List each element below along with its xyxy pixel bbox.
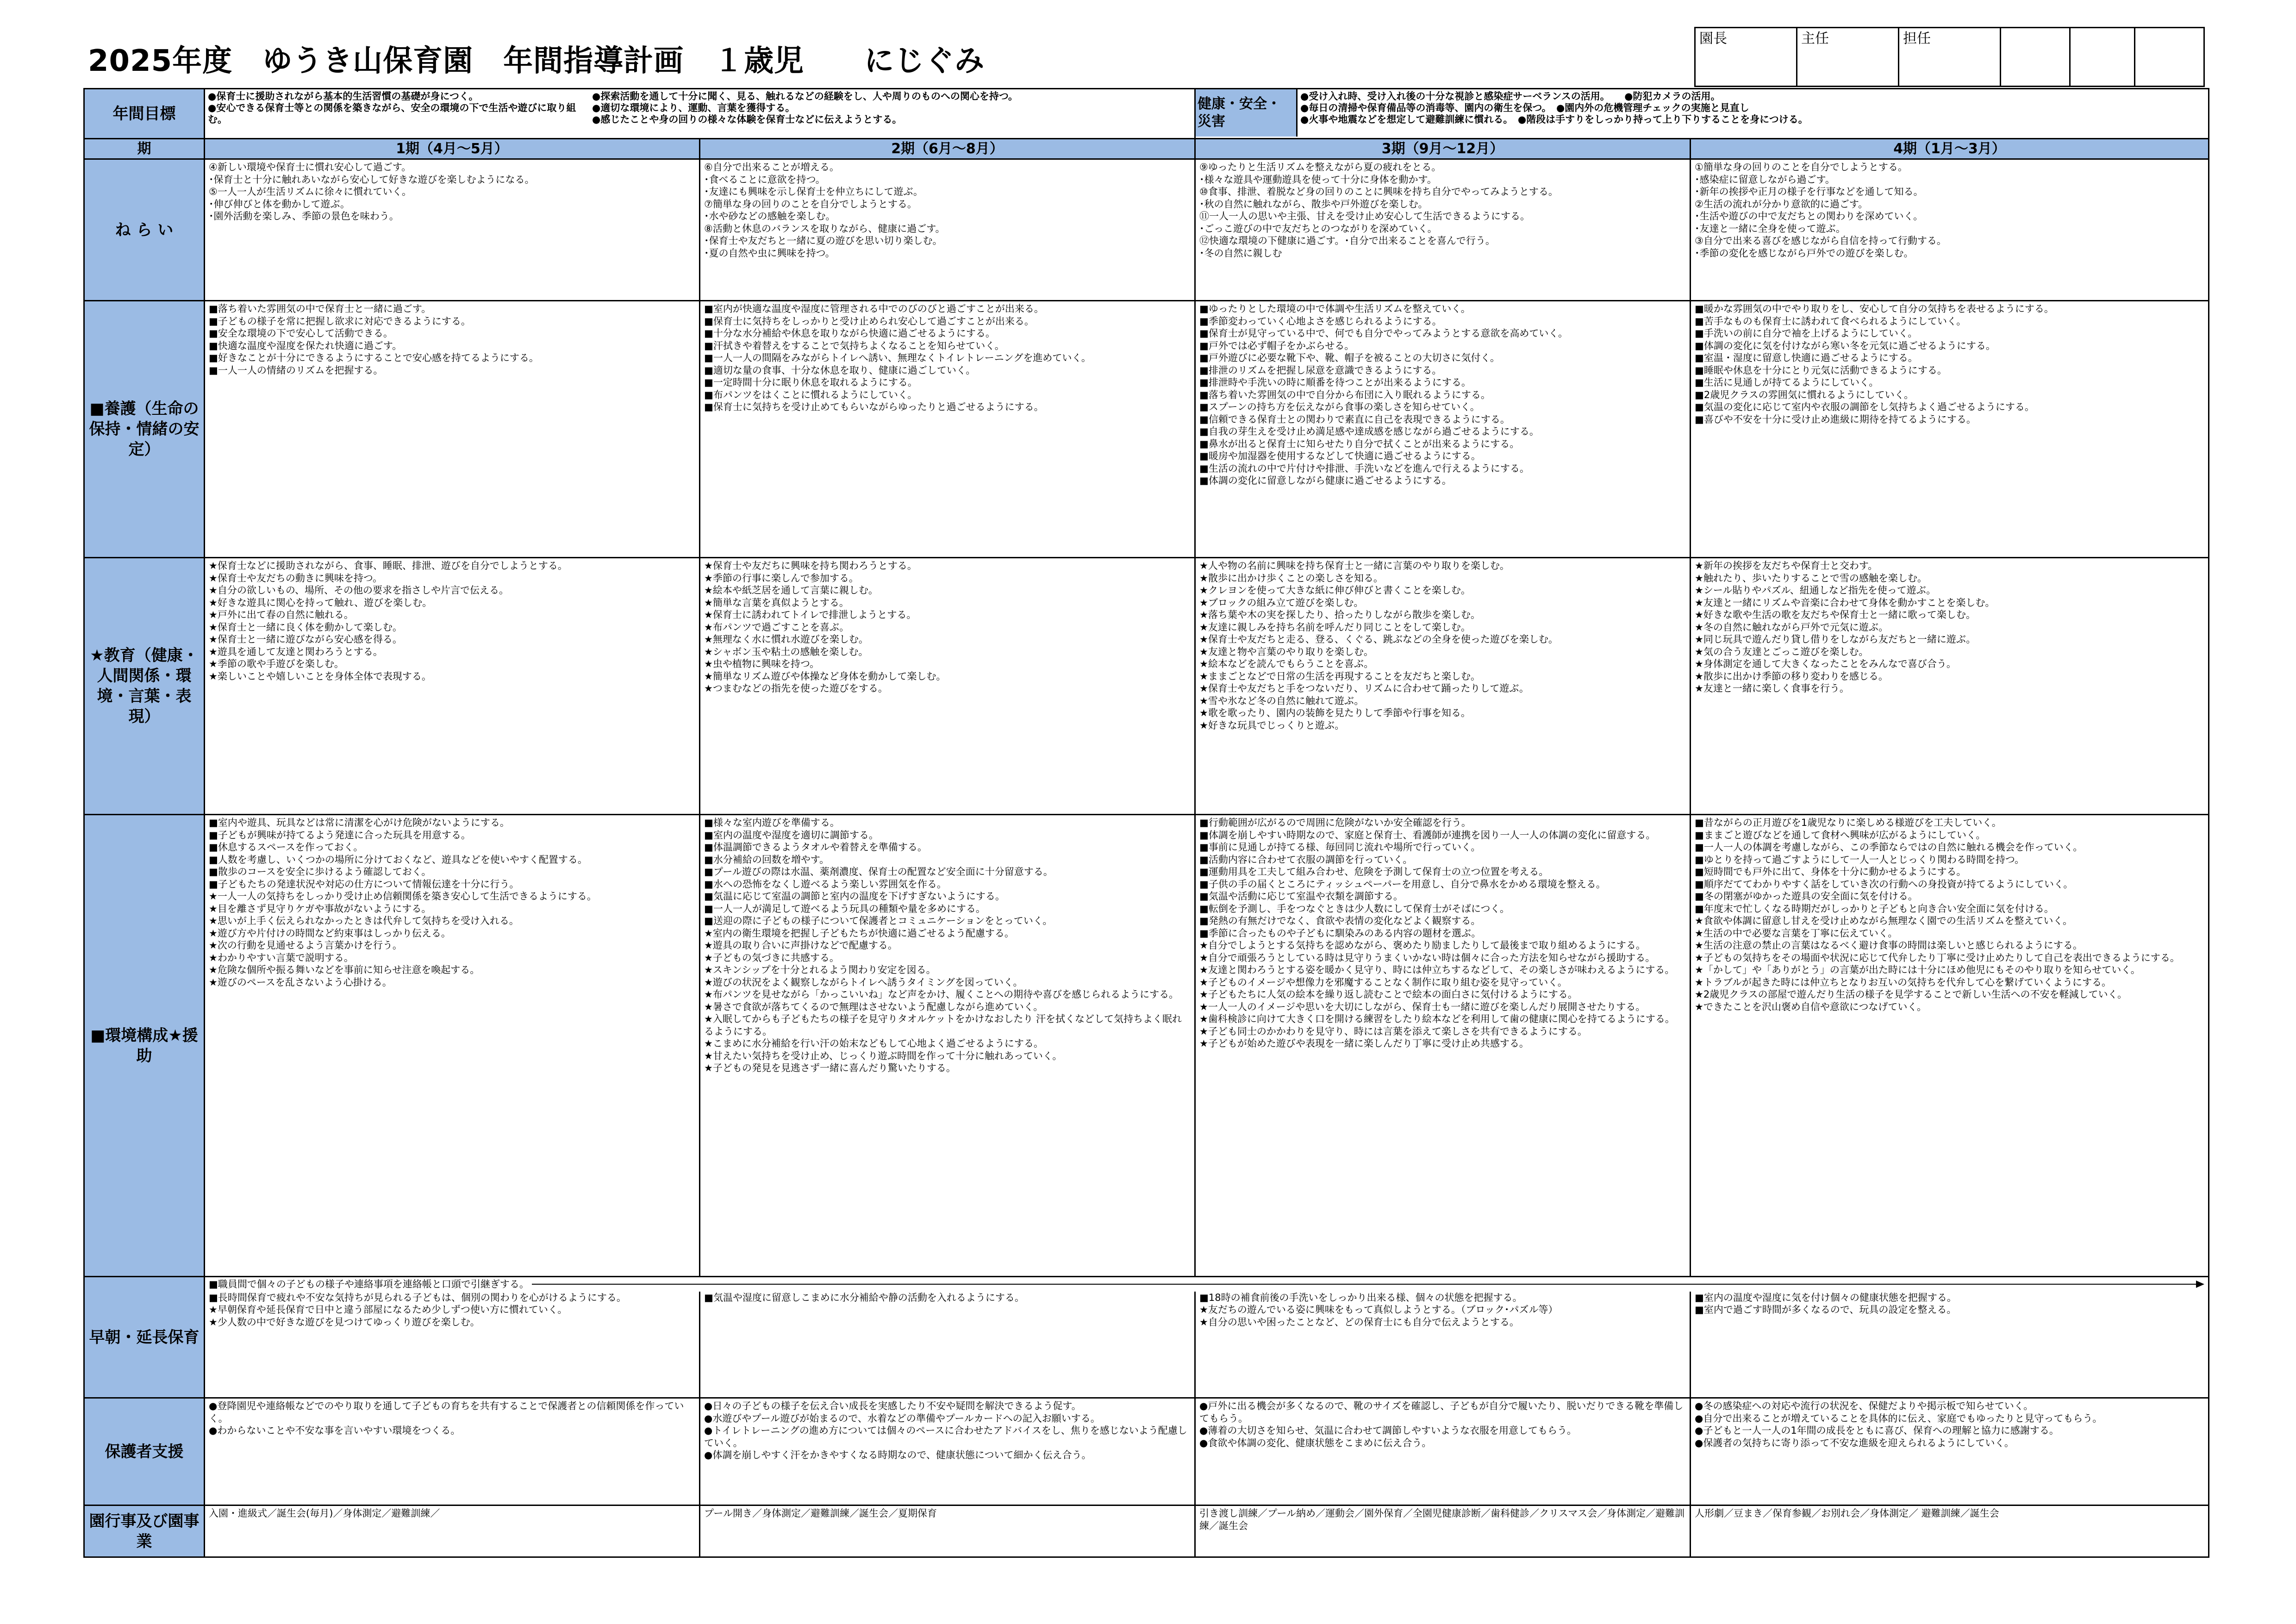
plan-item: ●登降園児や連絡帳などでのやり取りを通して子どもの育ちを共有することで保護者との信頼関係を作っていく。 bbox=[209, 1400, 684, 1424]
plan-item: ■生活の流れの中で片付けや排泄、手洗いなどを進んで行えるようにする。 bbox=[1199, 462, 1529, 474]
plan-item: ■プール遊びの際は水温、薬剤濃度、保育士の配置など安全面に十分留意する。 bbox=[704, 866, 1053, 877]
plan-item: ■一定時間十分に眠り休息を取れるようにする。 bbox=[704, 377, 917, 388]
plan-item: ■苦手なものも保育士に誘われて食べられるようにしていく。 bbox=[1695, 315, 1966, 327]
plan-item: ★雪や氷など冬の自然に触れて遊ぶ。 bbox=[1199, 695, 1364, 706]
plan-item: ★クレヨンを使って大きな紙に伸び伸びと書くことを楽しむ。 bbox=[1199, 585, 1471, 596]
plan-item: ★子どもの発見を見逃さず一緒に喜んだり驚いたりする。 bbox=[704, 1062, 956, 1074]
approval-stamp-box bbox=[1694, 27, 2205, 87]
plan-item: ■戸外遊びに必要な靴下や、靴、帽子を被ることの大切さに気付く。 bbox=[1199, 352, 1500, 363]
plan-item: ･秋の自然に触れながら、散歩や戸外遊びを楽しむ。 bbox=[1199, 198, 1428, 210]
environment-period-1 bbox=[205, 815, 700, 1277]
plan-item: ■長時間保育で疲れや不安な気持ちが見られる子どもは、個別の関わりを心がけるようにする。 bbox=[209, 1292, 626, 1303]
plan-item: ●冬の感染症への対応や流行の状況を、保健だよりや掲示板で知らせていく。 bbox=[1695, 1400, 2034, 1412]
stamp-cell-teacher: 担任 bbox=[1899, 28, 2001, 87]
plan-item: ★触れたり、歩いたりすることで雪の感触を楽しむ。 bbox=[1695, 572, 1927, 584]
plan-item: ■様々な室内遊びを準備する。 bbox=[704, 817, 840, 828]
plan-item: ★布パンツを見せながら「かっこいいね」など声をかけ、履くことへの期待や喜びを感じられるようにする。 bbox=[704, 989, 1179, 1000]
plan-item: ①簡単な身の回りのことを自分でしようとする。 bbox=[1695, 162, 1908, 173]
plan-item: ★保育士や友だちと走る、登る、くぐる、跳ぶなどの全身を使った遊びを楽しむ。 bbox=[1199, 634, 1558, 645]
plan-item: ■昔ながらの正月遊びを1歳児なりに楽しめる様遊びを工夫していく。 bbox=[1695, 817, 2002, 828]
plan-item: ･友達と一緒に全身を使って遊ぶ。 bbox=[1695, 223, 1846, 234]
plan-item: ★子どもの気づきに共感する。 bbox=[704, 952, 839, 963]
plan-item: ･生活や遊びの中で友だちとの関わりを深めていく。 bbox=[1695, 211, 1923, 222]
plan-item: ■子どもの様子を常に把握し欲求に対応できるようにする。 bbox=[209, 315, 471, 327]
plan-item: ●薄着の大切さを知らせ、気温に合わせて調節しやすいような衣服を用意してもらう。 bbox=[1199, 1425, 1577, 1436]
plan-item: ･食べることに意欲を持つ。 bbox=[704, 174, 825, 185]
plan-item: ■鼻水が出ると保育士に知らせたり自分で拭くことが出来るようにする。 bbox=[1199, 438, 1520, 450]
plan-item: ■排泄のリズムを把握し尿意を意識できるようにする。 bbox=[1199, 364, 1442, 376]
plan-item: ⑫快適な環境の下健康に過ごす。･自分で出来ることを喜んで行う。 bbox=[1199, 235, 1495, 246]
plan-item: ■好きなことが十分にできるようにすることで安心感を持てるようにする。 bbox=[209, 352, 539, 363]
plan-item: ●食欲や体調の変化、健康状態をこまめに伝え合う。 bbox=[1199, 1437, 1432, 1449]
plan-item: ●適切な環境により、運動、言葉を獲得する。 bbox=[592, 102, 795, 113]
plan-item: ★ブロックの組み立て遊びを楽しむ。 bbox=[1199, 597, 1364, 608]
plan-item: ★楽しいことや嬉しいことを身体全体で表現する。 bbox=[209, 670, 431, 682]
plan-item: ■気温や湿度に留意しこまめに水分補給や静の活動を入れるようにする。 bbox=[704, 1292, 1024, 1303]
plan-item: ■体調の変化に気を付けながら寒い冬を元気に過ごせるようにする。 bbox=[1695, 340, 1996, 351]
parent-support-period-1 bbox=[205, 1398, 700, 1505]
aims-period-4 bbox=[1691, 159, 2209, 301]
plan-item: ●自分で出来ることが増えていることを具体的に伝え、家庭でもゆったりと見守ってもらう。 bbox=[1695, 1412, 2103, 1424]
plan-item: ■戸外では必ず帽子をかぶらせる。 bbox=[1199, 340, 1354, 351]
plan-item: ★人や物の名前に興味を持ち保育士と一緒に言葉のやり取りを楽しむ。 bbox=[1199, 560, 1510, 571]
plan-item: ★気の合う友達とごっこ遊びを楽しむ。 bbox=[1695, 646, 1869, 657]
plan-item: ★目を離さず見守りケガや事故がないようにする。 bbox=[209, 903, 431, 914]
plan-item: ★保育士と一緒に遊びながら安心感を得る。 bbox=[209, 634, 402, 645]
plan-item: ■適切な量の食事、十分な休息を取り、健康に過ごしていく。 bbox=[704, 364, 976, 376]
plan-item: ★戸外に出て春の自然に触れる。 bbox=[209, 609, 354, 620]
care-period-1 bbox=[205, 301, 700, 558]
plan-item: ★子どもが始めた遊びや表現を一緒に楽しんだり丁寧に受け止め共感する。 bbox=[1199, 1038, 1529, 1049]
plan-item: ●受け入れ時、受け入れ後の十分な視診と感染症サーベランスの活用。 ●防犯カメラの活用。 bbox=[1300, 91, 1721, 102]
plan-item: ★友達と物や言葉のやり取りを楽しむ。 bbox=[1199, 646, 1373, 657]
health-safety-section bbox=[1195, 89, 2209, 139]
stamp-cell-blank-2 bbox=[2070, 28, 2135, 87]
plan-item: ■季節変わっていく心地よさを感じられるようにする。 bbox=[1199, 315, 1442, 327]
plan-item: ★遊具を通して友達と関わろうとする。 bbox=[209, 646, 383, 657]
plan-item: ■落ち着いた雰囲気の中で保育士と一緒に過ごす。 bbox=[209, 303, 431, 314]
plan-item: ★季節の行事に楽しんで参加する。 bbox=[704, 572, 859, 584]
plan-item: ■信頼できる保育士との関わりで素直に自己を表現できるようにする。 bbox=[1199, 413, 1510, 425]
annual-goals-col2 bbox=[592, 91, 1192, 125]
plan-item: ■室内が快適な温度や湿度に管理される中でのびのびと過ごすことが出来る。 bbox=[704, 303, 1044, 314]
plan-item: ■手洗いの前に自分で袖を上げるようにしていく。 bbox=[1695, 328, 1918, 339]
plan-item: ★好きな遊具に関心を持って触れ、遊びを楽しむ。 bbox=[209, 597, 432, 608]
plan-item: ■室温・湿度に留意し快適に過ごせるようにする。 bbox=[1695, 352, 1918, 363]
plan-item: ★絵本などを読んでもらうことを喜ぶ。 bbox=[1199, 658, 1374, 669]
parent-support-period-4 bbox=[1691, 1398, 2209, 1505]
extended-care-row bbox=[84, 1277, 2209, 1398]
parent-support-period-2 bbox=[700, 1398, 1195, 1505]
care-period-3 bbox=[1195, 301, 1691, 558]
plan-item: ⑥自分で出来ることが増える。 bbox=[704, 162, 839, 173]
plan-item: ●わからないことや不安な事を言いやすい環境をつくる。 bbox=[209, 1425, 461, 1436]
plan-item: ★一人一人の気持ちをしっかり受け止め信頼関係を築き安心して生活できるようにする。 bbox=[209, 891, 597, 902]
plan-item: ■子供の手の届くところにティッシュペーパーを用意し、自分で鼻水をかめる環境を整える。 bbox=[1199, 878, 1606, 890]
goals-row bbox=[84, 89, 2209, 139]
parent-support-row bbox=[84, 1398, 2209, 1505]
extended-care-period-4 bbox=[1691, 1292, 2208, 1397]
annual-plan-table bbox=[83, 88, 2209, 1558]
plan-item: ■気温や活動に応じて室温や衣類を調節する。 bbox=[1199, 891, 1403, 902]
plan-item: ■子どもたちの発達状況や対応の仕方について情報伝達を十分に行う。 bbox=[209, 878, 519, 890]
plan-item: ★2歳児クラスの部屋で遊んだり生活の様子を見学することで新しい生活への不安を軽減していく。 bbox=[1695, 989, 2128, 1000]
extended-care-label: 早朝・延長保育 bbox=[84, 1277, 205, 1398]
plan-item: ■排泄時や手洗いの時に順番を待つことが出来るようにする。 bbox=[1199, 377, 1471, 388]
plan-item: ★友だちの遊んでいる姿に興味をもって真似しようとする。（ブロック･パズル等） bbox=[1199, 1304, 1558, 1315]
plan-item: ･様々な遊具や運動遊具を使って十分に身体を動かす。 bbox=[1199, 174, 1437, 185]
plan-item: ■室内の温度や湿度を適切に調節する。 bbox=[704, 829, 879, 841]
plan-item: ･ごっこ遊びの中で友だちとのつながりを深めていく。 bbox=[1199, 223, 1437, 234]
plan-item: ★自分でしようとする気持ちを認めながら、褒めたり励ましたりして最後まで取り組めるようにする。 bbox=[1199, 940, 1646, 951]
plan-item: ★自分の欲しいもの、場所、その他の要求を指さしや片言で伝える。 bbox=[209, 585, 509, 596]
plan-item: ･伸び伸びと体を動かして遊ぶ。 bbox=[209, 198, 350, 210]
plan-item: ★こまめに水分補給を行い汗の始末などもして心地よく過ごせるようにする。 bbox=[704, 1038, 1043, 1049]
plan-item: ■一人一人が満足して遊べるよう玩具の種類や量を多めにする。 bbox=[704, 903, 986, 914]
education-period-2 bbox=[700, 558, 1195, 815]
plan-item: ･保育士や友だちと一緒に夏の遊びを思い切り楽しむ。 bbox=[704, 235, 942, 246]
plan-item: ★食欲や体調に留意し甘えを受け止めながら無理なく園での生活リズムを整えていく。 bbox=[1695, 915, 2072, 926]
plan-item: ★生活の中で必要な言葉を丁寧に伝えていく。 bbox=[1695, 927, 1898, 939]
plan-item: ★少人数の中で好きな遊びを見つけてゆっくり遊びを楽しむ。 bbox=[209, 1316, 480, 1328]
extended-care-period-3 bbox=[1196, 1292, 1691, 1397]
plan-item: ■自我の芽生えを受け止め満足感や達成感を感じながら過ごせるようにする。 bbox=[1199, 426, 1539, 437]
plan-item: ■室内や遊具、玩具などは常に清潔を心がけ危険がないようにする。 bbox=[209, 817, 510, 828]
plan-item: ■暖かな雰囲気の中でやり取りをし、安心して自分の気持ちを表せるようにする。 bbox=[1695, 303, 2054, 314]
plan-item: ･保育士と十分に触れあいながら安心して好きな遊びを楽しむようになる。 bbox=[209, 174, 535, 185]
plan-item: ⑧活動と休息のバランスを取りながら、健康に過ごす。 bbox=[704, 223, 945, 234]
plan-item: ★簡単な言葉を真似ようとする。 bbox=[704, 597, 849, 608]
period-label: 期 bbox=[84, 139, 205, 159]
plan-item: ■体調の変化に留意しながら健康に過ごせるようにする。 bbox=[1199, 475, 1452, 486]
plan-item: ★保育士や友だちの動きに興味を持つ。 bbox=[209, 572, 382, 584]
plan-item: ■散歩のコースを安全に歩けるよう確認しておく。 bbox=[209, 866, 431, 877]
plan-item: ■喜びや不安を十分に受け止め進級に期待を持てるようにする。 bbox=[1695, 413, 1976, 425]
plan-item: ★入眠してからも子どもたちの様子を見守りタオルケットをかけなおしたり 汗を拭くなどして気持ちよく眠れるようにする。 bbox=[704, 1013, 1182, 1037]
plan-item: ●感じたことや身の回りの様々な体験を保育士などに伝えようとする。 bbox=[592, 114, 902, 125]
period-header-row bbox=[84, 139, 2209, 159]
annual-goals bbox=[205, 89, 1195, 139]
plan-item: ･感染症に留意しながら過ごす。 bbox=[1695, 174, 1835, 185]
stamp-cell-chief: 主任 bbox=[1797, 28, 1899, 87]
plan-item: ★好きな歌や生活の歌を友だちや保育士と一緒に歌って楽しむ。 bbox=[1695, 609, 1976, 620]
plan-item: ★歌を歌ったり、園内の装飾を見たりして季節や行事を知る。 bbox=[1199, 707, 1471, 718]
plan-item: ★暑さで食欲が落ちてくるので無理はさせないよう配慮しながら進めていく。 bbox=[704, 1001, 1043, 1012]
plan-item: ●保護者の気持ちに寄り添って不安な進級を迎えられるようにしていく。 bbox=[1695, 1437, 2014, 1449]
events-row bbox=[84, 1505, 2209, 1557]
plan-item: ★絵本や紙芝居を通して言葉に親しむ。 bbox=[704, 585, 878, 596]
plan-item: ⑩食事、排泄、着脱など身の回りのことに興味を持ち自分でやってみようとする。 bbox=[1199, 186, 1558, 197]
plan-item: 人形劇／豆まき／保育参観／お別れ会／身体測定／ 避難訓練／誕生会 bbox=[1695, 1508, 1999, 1519]
plan-item: ■18時の補食前後の手洗いをしっかり出来る様、個々の状態を把握する。 bbox=[1199, 1292, 1522, 1303]
plan-item: ●火事や地震などを想定して避難訓練に慣れる。 ●階段は手すりをしっかり持って上り下りすることを身につける。 bbox=[1300, 114, 1808, 125]
plan-item: ●安心できる保育士等との関係を築きながら、安全の環境の下で生活や遊びに取り組む。 bbox=[208, 102, 576, 125]
plan-item: ■安全な環境の下で安心して活動できる。 bbox=[209, 328, 393, 339]
plan-item: ★新年の挨拶を友だちや保育士と交わす。 bbox=[1695, 560, 1878, 571]
plan-item: ★つまむなどの指先を使った遊びをする。 bbox=[704, 683, 888, 694]
plan-item: ★保育士と一緒に良く体を動かして楽しむ。 bbox=[209, 621, 402, 633]
plan-item: ★自分の思いや困ったことなど、どの保育士にも自分で伝えようとする。 bbox=[1199, 1316, 1519, 1328]
care-label: ■養護（生命の保持・情緒の安定） bbox=[84, 301, 205, 558]
education-period-4 bbox=[1691, 558, 2209, 815]
plan-item: ･園外活動を楽しみ、季節の景色を味わう。 bbox=[209, 211, 399, 222]
plan-item: ■休息するスペースを作っておく。 bbox=[209, 842, 363, 853]
plan-item: ■転倒を予測し、手をつなぐときは少人数にして保育士がそばにつく。 bbox=[1199, 903, 1510, 914]
events-period-4 bbox=[1691, 1505, 2209, 1557]
plan-item: ●保育士に援助されながら基本的生活習慣の基礎が身につく。 bbox=[208, 91, 479, 102]
plan-item: ■一人一人の体調を考慮しながら、この季節ならではの自然に触れる機会を作っていく。 bbox=[1695, 842, 2083, 853]
plan-item: ■年度末で忙しくなる時期だがしっかりと子どもと向き合い安全面に気を付ける。 bbox=[1695, 903, 2054, 914]
plan-item: ★できたことを沢山褒め自信や意欲につなげていく。 bbox=[1695, 1001, 1927, 1012]
plan-item: ⑦簡単な身の回りのことを自分でしようとする。 bbox=[704, 198, 917, 210]
plan-item: ■保育士に気持ちを受け止めてもらいながらゆったりと過ごせるようにする。 bbox=[704, 401, 1044, 412]
plan-item: ★ままごとなどで日常の生活を再現することを友だちと楽しむ。 bbox=[1199, 670, 1480, 682]
extended-care-content bbox=[205, 1277, 2209, 1398]
plan-item: ■事前に見通しが持てる様、毎回同じ流れや場所で行っていく。 bbox=[1199, 842, 1481, 853]
plan-item: ■保育士が見守っている中で、何でも自分でやってみようとする意欲を高めていく。 bbox=[1199, 328, 1568, 339]
plan-item: ■短時間でも戸外に出て、身体を十分に動かせるようにする。 bbox=[1695, 866, 1966, 877]
plan-item: ●水遊びやプール遊びが始まるので、水着などの準備やプールカードへの記入お願いする。 bbox=[704, 1412, 1100, 1424]
plan-item: ★布パンツで過ごすことを喜ぶ。 bbox=[704, 621, 849, 633]
plan-item: ★子ども同士のかかわりを見守り、時には言葉を添えて楽しさを共有できるようにする。 bbox=[1199, 1025, 1587, 1037]
events-label: 園行事及び園事業 bbox=[84, 1505, 205, 1557]
plan-item: ■ままごと遊びなどを通して食材へ興味が広がるようにしていく。 bbox=[1695, 829, 1986, 841]
plan-item: ★無理なく水に慣れ水遊びを楽しむ。 bbox=[704, 634, 868, 645]
plan-item: ●戸外に出る機会が多くなるので、靴のサイズを確認し、子どもが自分で履いたり、脱いだりできる靴を準備してもらう。 bbox=[1199, 1400, 1684, 1424]
plan-item: ■行動範囲が広がるので周囲に危険がないか安全確認を行う。 bbox=[1199, 817, 1471, 828]
plan-item: ■人数を考慮し、いくつかの場所に分けておくなど、遊具などを使いやすく配置する。 bbox=[209, 854, 587, 865]
plan-item: ■送迎の際に子どもの様子について保護者とコミュニケーションをとっていく。 bbox=[704, 915, 1053, 926]
plan-item: ■季節に合ったものや子どもに馴染みのある内容の題材を選ぶ。 bbox=[1199, 927, 1481, 939]
plan-item: ★落ち葉や木の実を探したり、拾ったりしながら散歩を楽しむ。 bbox=[1199, 609, 1480, 620]
plan-item: ★トラブルが起きた時には仲立ちとなりお互いの気持ちを代弁して心を繋げていくようにする。 bbox=[1695, 976, 2111, 988]
plan-item: ■落ち着いた雰囲気の中で自分から布団に入り眠れるようにする。 bbox=[1199, 389, 1491, 400]
plan-item: ★危険な個所や振る舞いなどを事前に知らせ注意を喚起する。 bbox=[209, 964, 480, 975]
plan-item: ■冬の閉塞がゆかった遊具の安全面に気を付ける。 bbox=[1695, 891, 1918, 902]
aims-row bbox=[84, 159, 2209, 301]
plan-item: ③自分で出来る喜びを感じながら自信を持って行動する。 bbox=[1695, 235, 1947, 246]
plan-item: ★保育士や友だちに興味を持ち関わろうとする。 bbox=[704, 560, 917, 571]
plan-item: ★保育士などに援助されながら、食事、睡眠、排泄、遊びを自分でしようとする。 bbox=[209, 560, 568, 571]
plan-item: ★散歩に出かけ歩くことの楽しさを知る。 bbox=[1199, 572, 1383, 584]
plan-item: ■生活に見通しが持てるようにしていく。 bbox=[1695, 377, 1879, 388]
care-period-2 bbox=[700, 301, 1195, 558]
plan-item: ■一人一人の間隔をみながらトイレへ誘い、無理なくトイレトレーニングを進めていく。 bbox=[704, 352, 1091, 363]
plan-item: ④新しい環境や保育士に慣れ安心して過ごす。 bbox=[209, 162, 412, 173]
period-4-header: 4期（1月～3月） bbox=[1691, 139, 2209, 159]
plan-item: ●体調を崩しやすく汗をかきやすくなる時期なので、健康状態について細かく伝え合う。 bbox=[704, 1449, 1092, 1461]
plan-item: ★思いが上手く伝えられなかったときは代弁して気持ちを受け入れる。 bbox=[209, 915, 519, 926]
plan-item: ･新年の挨拶や正月の様子を行事などを通して知る。 bbox=[1695, 186, 1923, 197]
health-safety-label: 健康・安全・災害 bbox=[1196, 89, 1298, 137]
plan-item: ★遊具の取り合いに声掛けなどで配慮する。 bbox=[704, 940, 898, 951]
plan-item: ■気温に応じて室温の調節と室内の温度を下げすぎないようにする。 bbox=[704, 891, 1005, 902]
plan-item: 引き渡し訓練／プール納め／運動会／園外保育／全園児健康診断／歯科健診／クリスマス会／身体測定／避難訓練／誕生会 bbox=[1199, 1508, 1685, 1531]
plan-item: ★歯科検診に向けて大きく口を開ける練習をしたり絵本などを利用して歯の健康に関心を持てるようにする。 bbox=[1199, 1013, 1675, 1024]
plan-item: ★子どもたちに人気の絵本を繰り返し読むことで絵本の面白さに気付けるようにする。 bbox=[1199, 989, 1578, 1000]
plan-item: プール開き／身体測定／避難訓練／誕生会／夏期保育 bbox=[704, 1508, 937, 1519]
health-safety-content bbox=[1298, 89, 2208, 137]
environment-period-2 bbox=[700, 815, 1195, 1277]
plan-item: ★簡単なリズム遊びや体操など身体を動かして楽しむ。 bbox=[704, 670, 946, 682]
stamp-cell-blank-3 bbox=[2135, 28, 2204, 87]
plan-item: ★友達と関わろうとする姿を暖かく見守り、時には仲立ちするなどして、その楽しさが味わえるようにする。 bbox=[1199, 964, 1675, 975]
plan-item: ★一人一人のイメージや思いを大切にしながら、保育士も一緒に遊びを楽しんだり展開させたりする。 bbox=[1199, 1001, 1646, 1012]
plan-item: ★次の行動を見通せるよう言葉かけを行う。 bbox=[209, 940, 402, 951]
plan-item: ★友達と一緒にリズムや音楽に合わせて身体を動かすことを楽しむ。 bbox=[1695, 597, 1995, 608]
period-1-header: 1期（4月～5月） bbox=[205, 139, 700, 159]
plan-item: ●子どもと一人一人の1年間の成長をともに喜び、保育への理解と協力に感謝する。 bbox=[1695, 1425, 2059, 1436]
plan-item: ★虫や植物に興味を持つ。 bbox=[704, 658, 819, 669]
stamp-cell-director: 園長 bbox=[1695, 28, 1797, 87]
plan-item: ★シャボン玉や粘土の感触を楽しむ。 bbox=[704, 646, 868, 657]
plan-item: ■水分補給の回数を増やす。 bbox=[704, 854, 830, 865]
plan-item: ★「かして」や「ありがとう」の言葉が出た時には十分にほめ他児にもそのやり取りを知らせていく。 bbox=[1695, 964, 2140, 975]
extended-care-period-2 bbox=[700, 1292, 1196, 1397]
plan-item: ■室内で過ごす時間が多くなるので、玩具の設定を整える。 bbox=[1695, 1304, 1957, 1315]
plan-item: ･水や砂などの感触を楽しむ。 bbox=[704, 211, 836, 222]
plan-item: ●探索活動を通して十分に聞く、見る、触れるなどの経験をし、人や周りのものへの関心を持つ。 bbox=[592, 91, 1018, 102]
plan-item: ■体温調節できるようタオルや着替えを準備する。 bbox=[704, 842, 927, 853]
goals-label: 年間目標 bbox=[84, 89, 205, 139]
plan-item: ★子どもの気持ちをその場面や状況に応じて代弁したり丁寧に受け止めたりして自己を表出できるようにする。 bbox=[1695, 952, 2180, 963]
plan-item: ★子どものイメージや想像力を邪魔することなく制作に取り組む姿を見守っていく。 bbox=[1199, 976, 1567, 988]
plan-item: ●トイレトレーニングの進め方については個々のペースに合わせたアドバイスをし、焦りを感じないよう配慮していく。 bbox=[704, 1425, 1187, 1449]
plan-item: ★シール貼りやパズル、紐通しなど指先を使って遊ぶ。 bbox=[1695, 585, 1936, 596]
page-title: 2025年度 ゆうき山保育園 年間指導計画 １歳児 にじぐみ bbox=[88, 44, 985, 78]
plan-item: ★早朝保育や延長保育で日中と違う部屋になるため少しずつ使い方に慣れていく。 bbox=[209, 1304, 568, 1315]
plan-item: ★遊びの状況をよく観察しながらトイレへ誘うタイミングを図っていく。 bbox=[704, 976, 1023, 988]
extended-care-shared-line bbox=[205, 1277, 2208, 1292]
plan-item: ★わかりやすい言葉で説明する。 bbox=[209, 952, 354, 963]
care-period-4 bbox=[1691, 301, 2209, 558]
plan-item: ■水への恐怖をなくし遊べるよう楽しい雰囲気を作る。 bbox=[704, 878, 947, 890]
plan-item: ★季節の歌や手遊びを楽しむ。 bbox=[209, 658, 344, 669]
environment-period-3 bbox=[1195, 815, 1691, 1277]
extended-care-shared-text: ■職員間で個々の子どもの様子や連絡事項を連絡帳と口頭で引継ぎする。 bbox=[209, 1279, 529, 1290]
plan-item: ★散歩に出かけ季節の移り変わりを感じる。 bbox=[1695, 670, 1888, 682]
plan-item: ★遊びのペースを乱さないよう心掛ける。 bbox=[209, 976, 392, 988]
plan-item: ･季節の変化を感じながら戸外での遊びを楽しむ。 bbox=[1695, 247, 1914, 259]
plan-item: ■スプーンの持ち方を伝えながら食事の楽しさを知らせていく。 bbox=[1199, 401, 1480, 412]
aims-period-3 bbox=[1195, 159, 1691, 301]
plan-item: ②生活の流れが分かり意欲的に過ごす。 bbox=[1695, 198, 1868, 210]
plan-item: ★スキンシップを十分とれるよう関わり安定を図る。 bbox=[704, 964, 936, 975]
plan-item: ★生活の注意の禁止の言葉はなるべく避け食事の時間は楽しいと感じられるようにする。 bbox=[1695, 940, 2083, 951]
plan-item: ■ゆとりを持って過ごすようにして一人一人とじっくり関わる時間を持つ。 bbox=[1695, 854, 2024, 865]
plan-item: ■十分な水分補給や休息を取りながら快適に過ごせるようにする。 bbox=[704, 328, 995, 339]
plan-item: ■2歳児クラスの雰囲気に慣れるようにしていく。 bbox=[1695, 389, 1914, 400]
plan-item: ■順序だててわかりやすく話をしていき次の行動への身投資が持てるようにしていく。 bbox=[1695, 878, 2073, 890]
plan-item: ⑪一人一人の思いや主張、甘えを受け止め安心して生活できるようにする。 bbox=[1199, 211, 1530, 222]
aims-period-1 bbox=[205, 159, 700, 301]
plan-item: ★友達に親しみを持ち名前を呼んだり同じことをして楽しむ。 bbox=[1199, 621, 1471, 633]
plan-item: ★友達と一緒に楽しく食事を行う。 bbox=[1695, 683, 1849, 694]
plan-item: ■発熱の有無だけでなく、食欲や表情の変化などよく観察する。 bbox=[1199, 915, 1481, 926]
education-period-1 bbox=[205, 558, 700, 815]
plan-item: ★甘えたい気持ちを受け止め、じっくり遊ぶ時間を作って十分に触れあっていく。 bbox=[704, 1050, 1062, 1062]
extended-care-period-1 bbox=[205, 1292, 700, 1397]
plan-item: ■子どもが興味が持てるよう発達に合った玩具を用意する。 bbox=[209, 829, 471, 841]
care-row bbox=[84, 301, 2209, 558]
events-period-2 bbox=[700, 1505, 1195, 1557]
plan-item: 入園・進級式／誕生会(毎月)／身体測定／避難訓練／ bbox=[209, 1508, 440, 1519]
plan-item: ■運動用具を工夫して組み合わせ、危険を予測して保育士の立つ位置を考える。 bbox=[1199, 866, 1549, 877]
events-period-1 bbox=[205, 1505, 700, 1557]
education-row bbox=[84, 558, 2209, 815]
plan-item: ■暖房や加湿器を使用するなどして快適に過ごせるようにする。 bbox=[1199, 450, 1481, 462]
stamp-cell-blank-1 bbox=[2001, 28, 2070, 87]
events-period-3 bbox=[1195, 1505, 1691, 1557]
plan-item: ⑨ゆったりと生活リズムを整えながら夏の疲れをとる。 bbox=[1199, 162, 1441, 173]
parent-support-label: 保護者支援 bbox=[84, 1398, 205, 1505]
plan-item: ･夏の自然や虫に興味を持つ。 bbox=[704, 247, 835, 259]
annual-goals-col1 bbox=[208, 91, 587, 125]
environment-row bbox=[84, 815, 2209, 1277]
plan-item: ★身体測定を通して大きくなったことをみんなで喜び合う。 bbox=[1695, 658, 1956, 669]
period-3-header: 3期（9月～12月） bbox=[1195, 139, 1691, 159]
plan-item: ■一人一人の情緒のリズムを把握する。 bbox=[209, 364, 383, 376]
plan-item: ★同じ玩具で遊んだり貸し借りをしながら友だちと一緒に遊ぶ。 bbox=[1695, 634, 1976, 645]
parent-support-period-3 bbox=[1195, 1398, 1691, 1505]
plan-item: ★冬の自然に触れながら戸外で元気に遊ぶ。 bbox=[1695, 621, 1889, 633]
plan-item: ★保育士に誘われてトイレで排泄しようとする。 bbox=[704, 609, 917, 620]
plan-item: ■室内の温度や湿度に気を付け個々の健康状態を把握する。 bbox=[1695, 1292, 1957, 1303]
aims-period-2 bbox=[700, 159, 1195, 301]
plan-item: ⑤一人一人が生活リズムに徐々に慣れていく。 bbox=[209, 186, 412, 197]
plan-item: ■気温の変化に応じて室内や衣服の調節をし気持ちよく過ごせるようにする。 bbox=[1695, 401, 2034, 412]
plan-item: ■ゆったりとした環境の中で体調や生活リズムを整えていく。 bbox=[1199, 303, 1471, 314]
education-label: ★教育（健康・人間関係・環境・言葉・表現） bbox=[84, 558, 205, 815]
plan-item: ■快適な温度や湿度を保たれ快適に過ごす。 bbox=[209, 340, 402, 351]
aims-label: ね ら い bbox=[84, 159, 205, 301]
plan-item: ■体調を崩しやすい時期なので、家庭と保育士、看護師が連携を図り一人一人の体調の変化に留意する。 bbox=[1199, 829, 1656, 841]
plan-item: ●毎日の清掃や保育備品等の消毒等、園内の衛生を保つ。 ●園内外の危機管理チェックの実施と見直し bbox=[1300, 102, 1749, 113]
plan-item: ･友達にも興味を示し保育士を仲立ちにして遊ぶ。 bbox=[704, 186, 923, 197]
plan-item: ■汗拭きや着替えをすることで気持ちよくなることを知らせていく。 bbox=[704, 340, 1004, 351]
education-period-3 bbox=[1195, 558, 1691, 815]
plan-item: ★保育士や友だちと手をつないだり、リズムに合わせて踊ったりして遊ぶ。 bbox=[1199, 683, 1529, 694]
plan-item: ★遊び方や片付けの時間など約束事はしっかり伝える。 bbox=[209, 927, 451, 939]
plan-item: ■布パンツをはくことに慣れるようにしていく。 bbox=[704, 389, 917, 400]
plan-item: ■保育士に気持ちをしっかりと受け止められ安心して過ごすことが出来る。 bbox=[704, 315, 1034, 327]
plan-item: ★自分で頑張ろうとしている時は見守りうまくいかない時は個々に合った方法を知らせながら援助する。 bbox=[1199, 952, 1655, 963]
plan-item: ★好きな玩具でじっくりと遊ぶ。 bbox=[1199, 719, 1345, 731]
period-2-header: 2期（6月～8月） bbox=[700, 139, 1195, 159]
plan-item: ■睡眠や休息を十分にとり元気に活動できるようにする。 bbox=[1695, 364, 1947, 376]
plan-item: ･冬の自然に親しむ bbox=[1199, 247, 1282, 259]
plan-item: ●日々の子どもの様子を伝え合い成長を実感したり不安や疑問を解決できるよう促す。 bbox=[704, 1400, 1081, 1412]
environment-label: ■環境構成★援助 bbox=[84, 815, 205, 1277]
plan-item: ■活動内容に合わせて衣服の調節を行っていく。 bbox=[1199, 854, 1413, 865]
plan-item: ★室内の衛生環境を把握し子どもたちが快適に過ごせるよう配慮する。 bbox=[704, 927, 1014, 939]
environment-period-4 bbox=[1691, 815, 2209, 1277]
arrow-icon bbox=[532, 1280, 2204, 1289]
